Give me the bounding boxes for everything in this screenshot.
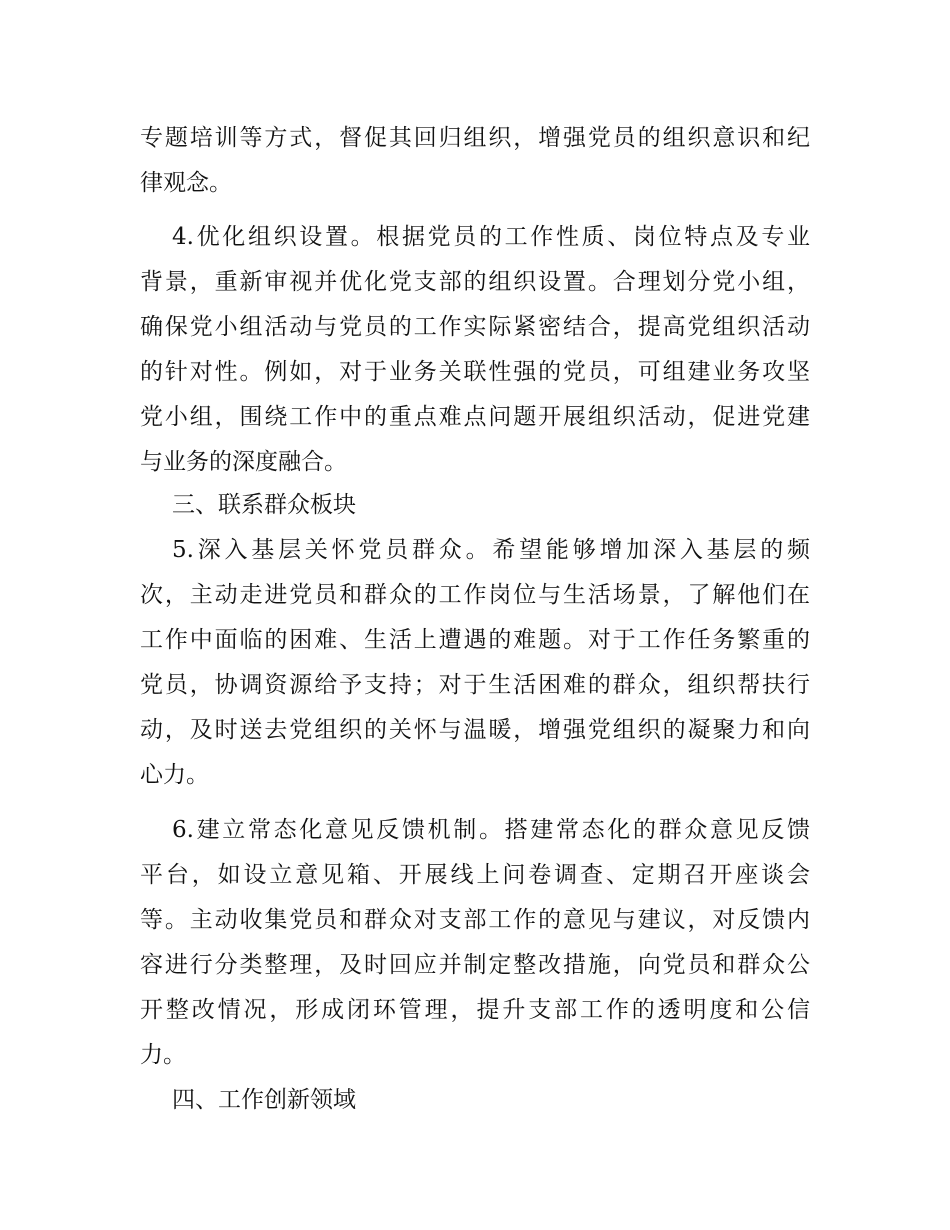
text-line: 力。 (140, 1042, 186, 1068)
text-line: 4.优化组织设置。根据党员的工作性质、岗位特点及专业 (172, 224, 810, 250)
text-line: 开整改情况，形成闭环管理，提升支部工作的透明度和公信 (140, 997, 810, 1023)
section-heading-3: 三、联系群众板块 (172, 492, 356, 518)
text-line: 的针对性。例如，对于业务关联性强的党员，可组建业务攻坚 (140, 359, 810, 385)
text-line: 6.建立常态化意见反馈机制。搭建常态化的群众意见反馈 (172, 817, 810, 843)
text-line: 5.深入基层关怀党员群众。希望能够增加深入基层的频 (172, 537, 810, 563)
text-line: 次，主动走进党员和群众的工作岗位与生活场景，了解他们在 (140, 582, 810, 608)
text-line: 党小组，围绕工作中的重点难点问题开展组织活动，促进党建 (140, 404, 810, 430)
section-heading-4: 四、工作创新领域 (172, 1087, 356, 1113)
text-line: 等。主动收集党员和群众对支部工作的意见与建议，对反馈内 (140, 907, 810, 933)
text-line: 党员，协调资源给予支持；对于生活困难的群众，组织帮扶行 (140, 672, 810, 698)
text-line: 容进行分类整理，及时回应并制定整改措施，向党员和群众公 (140, 952, 810, 978)
text-line: 动，及时送去党组织的关怀与温暖，增强党组织的凝聚力和向 (140, 717, 810, 743)
text-line: 确保党小组活动与党员的工作实际紧密结合，提高党组织活动 (140, 314, 810, 340)
text-line: 律观念。 (140, 170, 232, 196)
text-line: 平台，如设立意见箱、开展线上问卷调查、定期召开座谈会 (140, 862, 810, 888)
text-line: 背景，重新审视并优化党支部的组织设置。合理划分党小组， (140, 269, 810, 295)
text-line: 与业务的深度融合。 (140, 449, 347, 475)
text-line: 专题培训等方式，督促其回归组织，增强党员的组织意识和纪 (140, 125, 810, 151)
text-line: 工作中面临的困难、生活上遭遇的难题。对于工作任务繁重的 (140, 627, 810, 653)
text-line: 心力。 (140, 762, 209, 788)
